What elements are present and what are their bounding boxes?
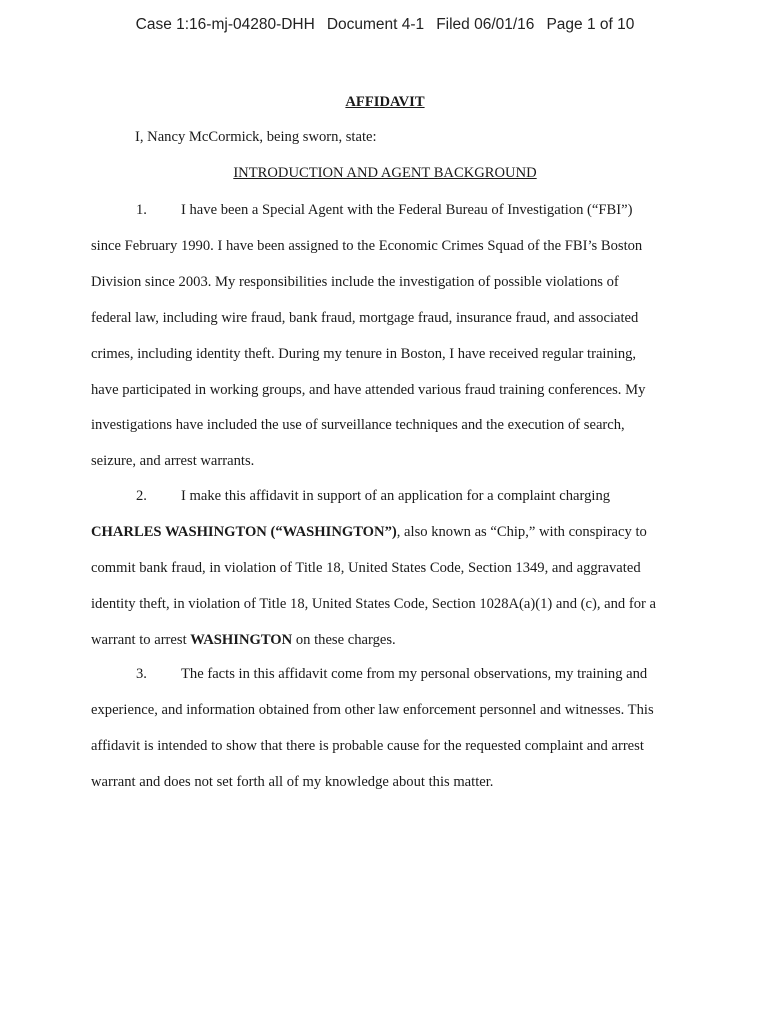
paragraph-line: identity theft, in violation of Title 18, United States Code, Section 1028A(a)(1) and (c), and for a: [91, 595, 656, 612]
paragraph-number: 1.: [136, 202, 147, 218]
page-number: Page 1 of 10: [546, 16, 635, 33]
paragraph-1: [91, 193, 691, 480]
defendant-short-name: WASHINGTON: [190, 631, 293, 648]
paragraph-line: 2. I make this affidavit in support of an application for a complaint charging: [91, 479, 691, 515]
paragraph-line: commit bank fraud, in violation of Title 18, United States Code, Section 1349, and aggravated: [91, 559, 641, 576]
paragraph-3: [91, 657, 691, 801]
paragraph-number: 2.: [136, 488, 147, 504]
paragraph-line: have participated in working groups, and have attended various fraud training conferences. My: [91, 381, 646, 398]
paragraph-line: CHARLES WASHINGTON (“WASHINGTON”), also known as “Chip,” with conspiracy to: [91, 523, 647, 540]
paragraph-line: Division since 2003. My responsibilities include the investigation of possible violations of: [91, 273, 619, 290]
paragraph-line: crimes, including identity theft. During my tenure in Boston, I have received regular training,: [91, 345, 637, 362]
paragraph-line: seizure, and arrest warrants.: [91, 453, 255, 470]
paragraph-line: warrant to arrest WASHINGTON on these charges.: [91, 631, 396, 648]
filed-date: Filed 06/01/16: [436, 16, 535, 33]
case-number: Case 1:16-mj-04280-DHH: [135, 16, 315, 33]
document-title: AFFIDAVIT: [345, 94, 425, 110]
paragraph-line: federal law, including wire fraud, bank fraud, mortgage fraud, insurance fraud, and associated: [91, 309, 639, 326]
defendant-name: CHARLES WASHINGTON (“WASHINGTON”): [91, 523, 397, 540]
case-header: [0, 16, 770, 34]
paragraph-line: 3. The facts in this affidavit come from my personal observations, my training and: [91, 657, 691, 693]
paragraph-line: investigations have included the use of surveillance techniques and the execution of search,: [91, 417, 625, 434]
paragraph-line: warrant and does not set forth all of my knowledge about this matter.: [91, 773, 494, 790]
paragraph-line: experience, and information obtained from other law enforcement personnel and witnesses. This: [91, 701, 654, 718]
paragraph-2: [91, 479, 691, 659]
section-heading: INTRODUCTION AND AGENT BACKGROUND: [233, 165, 537, 181]
paragraph-number: 3.: [136, 666, 147, 682]
paragraph-line: affidavit is intended to show that there is probable cause for the requested complaint and arrest: [91, 737, 644, 754]
document-number: Document 4-1: [326, 16, 425, 33]
intro-statement: I, Nancy McCormick, being sworn, state:: [135, 129, 377, 145]
paragraph-line: 1. I have been a Special Agent with the Federal Bureau of Investigation (“FBI”): [91, 193, 691, 229]
paragraph-line: since February 1990. I have been assigned to the Economic Crimes Squad of the FBI’s Boston: [91, 237, 643, 254]
